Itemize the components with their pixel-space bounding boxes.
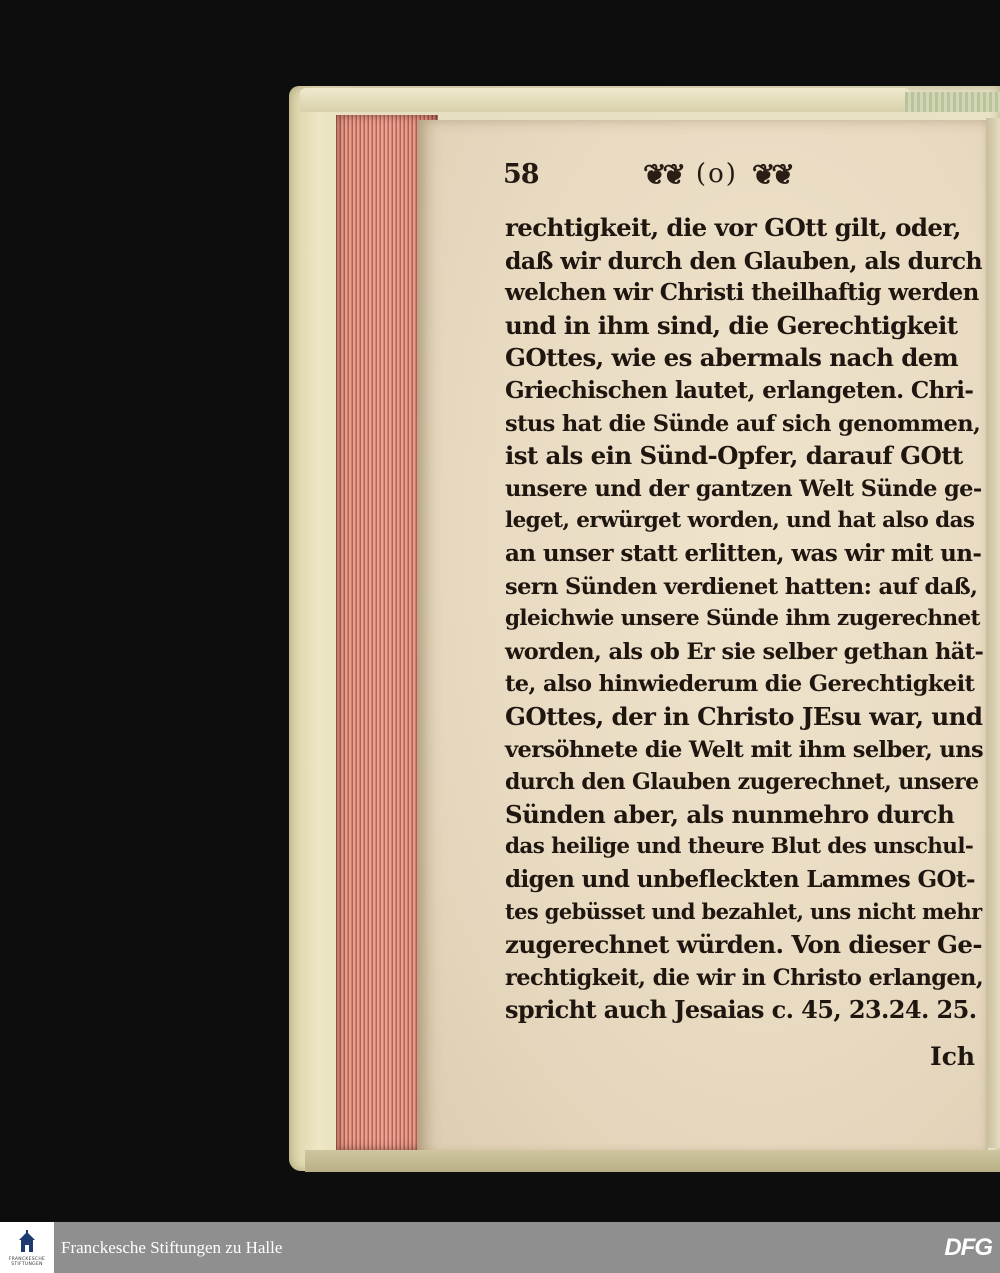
text-line: te, also hinwiederum die Gerechtigkeit [505, 671, 975, 698]
text-line: rechtigkeit, die wir in Christo erlangen, [505, 964, 984, 991]
cover-bottom-edge [305, 1150, 1000, 1172]
text-line: gleichwie unsere Sünde ihm zugerechnet [505, 606, 980, 632]
signature-mark: (o) [695, 159, 738, 189]
cover-spine-edge [905, 92, 1000, 112]
text-line: GOttes, wie es abermals nach dem [505, 343, 959, 373]
franckesche-logo[interactable] [0, 1222, 54, 1273]
logo-caption: FRANCKESCHE STIFTUNGEN [8, 1257, 46, 1267]
text-line: daß wir durch den Glauben, als durch [505, 246, 982, 275]
text-line: digen und unbefleckten Lammes GOt- [505, 865, 975, 893]
text-line: das heilige und theure Blut des unschul- [505, 834, 974, 860]
text-line: durch den Glauben zugerechnet, unsere [505, 769, 979, 796]
text-line: worden, als ob Er sie selber gethan hät- [505, 638, 984, 665]
text-line: GOttes, der in Christo JEsu war, und [505, 701, 983, 731]
text-line: sern Sünden verdienet hatten: auf daß, [505, 573, 978, 600]
right-ornament-icon: ❦❦ [751, 157, 791, 191]
text-line: rechtigkeit, die vor GOtt gilt, oder, [505, 213, 961, 242]
text-line: stus hat die Sünde auf sich genommen, [505, 410, 981, 437]
text-line: unsere und der gantzen Welt Sünde ge- [505, 475, 982, 502]
text-line: tes gebüsset und bezahlet, uns nicht mehr [505, 899, 982, 925]
page-body-text [505, 212, 983, 1027]
left-ornament-icon: ❦❦ [643, 157, 682, 191]
viewer-footer [0, 1222, 1000, 1273]
text-line: leget, erwürget worden, und hat also das [505, 508, 975, 534]
text-line: Griechischen lautet, erlangeten. Chri- [505, 376, 974, 404]
text-line: spricht auch Jesaias c. 45, 23.24. 25. [505, 995, 977, 1025]
text-line: an unser statt erlitten, was wir mit un- [505, 539, 982, 567]
cover-top-edge [300, 88, 910, 112]
dfg-logo[interactable]: DFG [944, 1234, 992, 1261]
text-line: zugerechnet würden. Von dieser Ge- [505, 930, 982, 960]
running-header [503, 152, 843, 196]
text-line: und in ihm sind, die Gerechtigkeit [505, 310, 958, 340]
text-line: versöhnete die Welt mit ihm selber, uns [505, 736, 984, 763]
text-line: ist als ein Sünd-Opfer, darauf GOtt [505, 441, 963, 471]
orphan-house-emblem-icon [17, 1230, 37, 1254]
page-gutter [986, 118, 1000, 1148]
page-number: 58 [503, 158, 539, 190]
text-line: Sünden aber, als nunmehro durch [505, 799, 955, 829]
text-line: welchen wir Christi theilhaftig werden [505, 279, 979, 307]
institution-name: Franckesche Stiftungen zu Halle [61, 1237, 283, 1257]
catchword: Ich [930, 1042, 976, 1071]
